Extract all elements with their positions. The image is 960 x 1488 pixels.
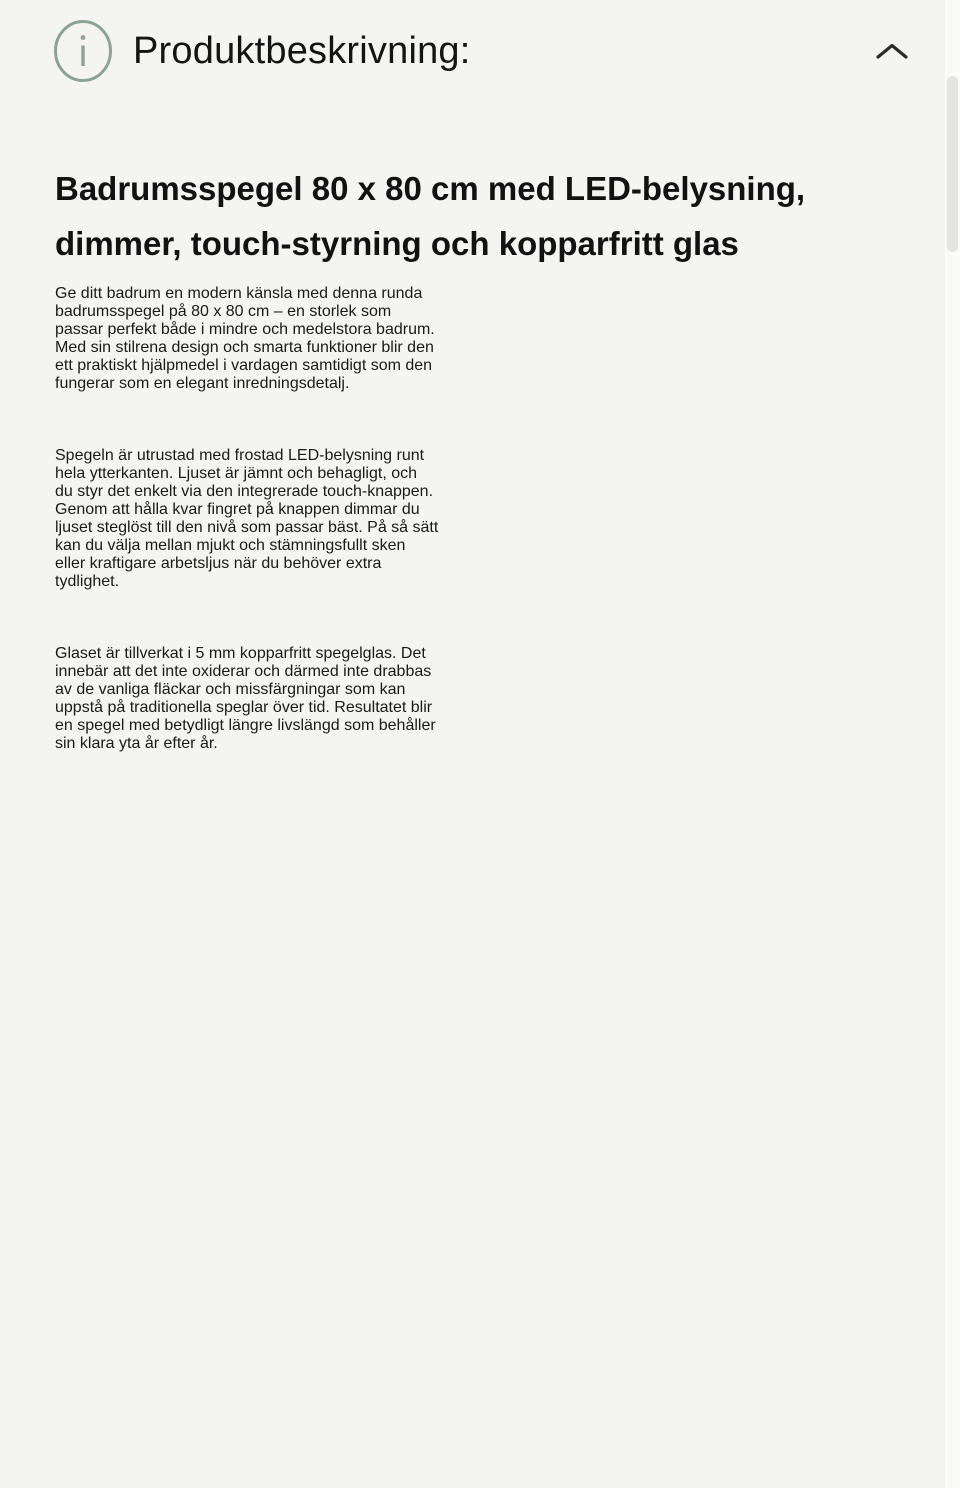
text-line: Badrumsspegel 80 x 80 cm med LED-belysning,	[55, 170, 806, 207]
text-line: ett praktiskt hjälpmedel i vardagen samtidigt som den	[55, 357, 433, 374]
text-line: innebär att det inte oxiderar och därmed inte drabbas	[55, 663, 432, 680]
text-line: fungerar som en elegant inredningsdetalj.	[55, 375, 350, 392]
chevron-up-icon[interactable]	[868, 35, 916, 67]
info-icon	[53, 19, 113, 83]
text-line: av de vanliga fläckar och missfärgningar som kan	[55, 681, 406, 698]
text-line: tydlighet.	[55, 573, 120, 590]
section-title: Produktbeskrivning:	[133, 29, 471, 72]
text-line: dimmer, touch-styrning och kopparfritt glas	[55, 225, 739, 262]
text-line: en spegel med betydligt längre livslängd som behåller	[55, 717, 436, 734]
text-line: Ge ditt badrum en modern känsla med denna runda	[55, 285, 423, 302]
product-title	[55, 161, 910, 271]
text-line: badrumsspegel på 80 x 80 cm – en storlek som	[55, 303, 392, 320]
text-line: passar perfekt både i mindre och medelstora badrum.	[55, 321, 435, 338]
text-line: kan du välja mellan mjukt och stämningsfullt sken	[55, 537, 406, 554]
text-line: du styr det enkelt via den integrerade touch-knappen.	[55, 483, 434, 500]
text-line: ljuset steglöst till den nivå som passar bäst. På så sätt	[55, 519, 439, 536]
description-content	[0, 161, 960, 753]
text-line: Glaset är tillverkat i 5 mm kopparfritt spegelglas. Det	[55, 645, 426, 662]
text-line: Med sin stilrena design och smarta funktioner blir den	[55, 339, 434, 356]
text-line: uppstå på traditionella speglar över tid. Resultatet blir	[55, 699, 433, 716]
text-line: Spegeln är utrustad med frostad LED-belysning runt	[55, 447, 425, 464]
product-description-header[interactable]	[0, 0, 960, 86]
text-line: hela ytterkanten. Ljuset är jämnt och behagligt, och	[55, 465, 417, 482]
scrollbar-thumb[interactable]	[947, 76, 958, 252]
text-line: eller kraftigare arbetsljus när du behöver extra	[55, 555, 382, 572]
text-line: Genom att hålla kvar fingret på knappen dimmar du	[55, 501, 420, 518]
scrollbar-track[interactable]	[945, 0, 960, 1488]
text-line: sin klara yta år efter år.	[55, 735, 218, 752]
